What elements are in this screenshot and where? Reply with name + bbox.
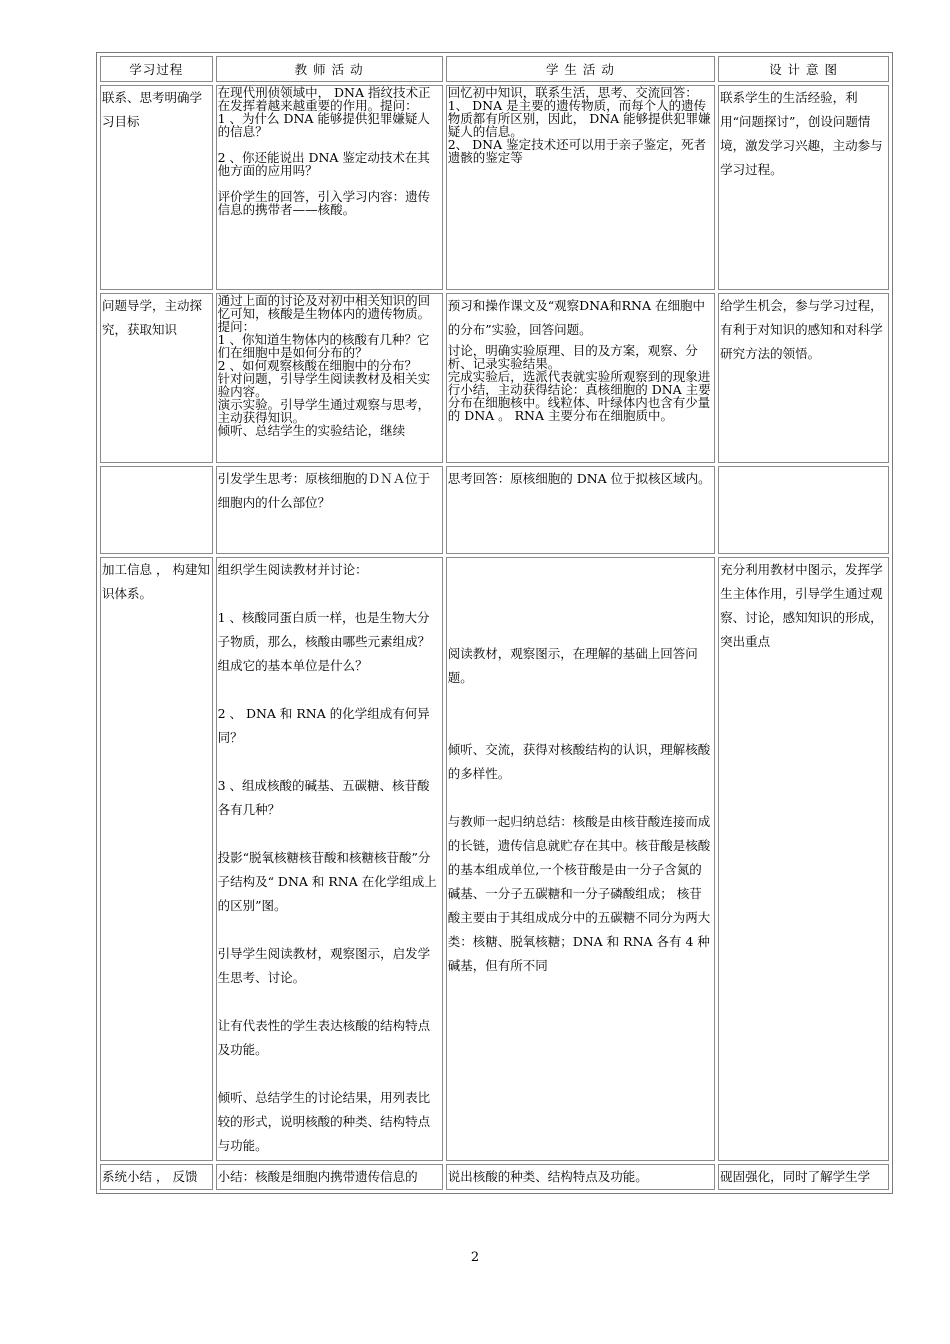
intent-cell: 砚固强化，同时了解学生学 [718,1164,889,1190]
teacher-text: 2 、你还能说出 DNA 鉴定动技术在其他方面的应用吗？ [217,150,430,178]
stage-cell: 加工信息 ， 构建知识体系。 [100,557,213,1161]
lesson-table-grid [97,53,892,1193]
teacher-cell [216,293,443,463]
teacher-text: 评价学生的回答，引入学习内容：遗传信息的携带者——核酸。 [217,189,431,217]
table-row [100,293,889,463]
student-text: 与教师一起归纳总结：核酸是由核苷酸连接而成的长链，遗传信息就贮存在其中。核苷酸是核酸的基本组成单位,一个核苷酸是由一分子含氮的碱基、一分子五碳糖和一分子磷酸组成； 核苷酸主要由于其组成成分中的五碳糖不同分为两大类：核糖、脱氧核糖；DNA 和 RNA 各有 4 种碱基，但有所不同 [447,814,711,973]
teacher-text: 倾听、总结学生的讨论结果，用列表比较的形式，说明核酸的种类、结构特点与功能。 [217,1090,431,1153]
teacher-text: 3 、组成核酸的碱基、五碳糖、核苷酸各有几种？ [217,778,430,817]
header-student: 学 生 活 动 [446,56,715,82]
stage-cell: 问题导学，主动探究，获取知识 [100,293,213,463]
intent-cell [718,466,889,554]
page-number: 2 [470,1250,480,1265]
teacher-text: 1 、核酸同蛋白质一样，也是生物大分子物质，那么，核酸由哪些元素组成？组成它的基本单位是什么？ [217,610,431,673]
student-text: 预习和操作课文及“观察DNA和RNA 在细胞中的分布”实验，回答问题。 [447,298,705,337]
teacher-cell [216,85,443,290]
student-text: 阅读教材，观察图示，在理解的基础上回答问题。 [447,646,698,685]
student-text: 回忆初中知识，联系生活，思考、交流回答： 1、 DNA 是主要的遗传物质，而每个人的遗传物质都有所区别，因此， DNA 能够提供犯罪嫌疑人的信息。 2、 DNA 鉴定技术还可以用于亲子鉴定，死者遗骸的鉴定等 [447,85,711,165]
table-row [100,1164,889,1190]
student-cell: 说出核酸的种类、结构特点及功能。 [446,1164,715,1190]
student-cell: 思考回答：原核细胞的 DNA 位于拟核区域内。 [446,466,715,554]
teacher-text: 在现代刑侦领域中， DNA 指纹技术正在发挥着越来越重要的作用。提问： 1 、为什么 DNA 能够提供犯罪嫌疑人的信息？ [217,85,431,139]
student-text: 倾听、交流，获得对核酸结构的认识，理解核酸的多样性。 [447,742,711,781]
stage-cell: 系统小结 ， 反馈 [100,1164,213,1190]
student-cell [446,85,715,290]
teacher-cell [216,557,443,1161]
teacher-text: 投影“脱氧核糖核苷酸和核糖核苷酸”分子结构及“ DNA 和 RNA 在化学组成上的区别”图。 [217,850,437,913]
student-cell [446,293,715,463]
intent-cell: 充分利用教材中图示，发挥学生主体作用，引导学生通过观察、讨论，感知知识的形成，突出重点 [718,557,889,1161]
teacher-text: 让有代表性的学生表达核酸的结构特点及功能。 [217,1018,431,1057]
teacher-text: 组织学生阅读教材并讨论： [217,562,368,577]
teacher-text: 2 、 DNA 和 RNA 的化学组成有何异同？ [217,706,430,745]
lesson-plan-table [96,52,893,1194]
student-cell [446,557,715,1161]
table-row [100,85,889,290]
header-row [100,56,889,82]
table-row [100,557,889,1161]
header-teacher: 教 师 活 动 [216,56,443,82]
table-row [100,466,889,554]
teacher-text: 引导学生阅读教材，观察图示，启发学生思考、讨论。 [217,946,431,985]
teacher-text: 通过上面的讨论及对初中相关知识的回忆可知，核酸是生物体内的遗传物质。 提问： 1 、你知道生物体内的核酸有几种？它们在细胞中是如何分布的？ 2 、如何观察核酸在细胞中的分布？ 针对问题，引导学生阅读教材及相关实验内容。 演示实验。引导学生通过观察与思考，主动获得知识。 倾听、总结学生的实验结论，继续 [217,293,431,438]
student-text: 讨论，明确实验原理、目的及方案，观察、分析、记录实验结果。 完成实验后，选派代表就实验所观察到的现象进行小结，主动获得结论：真核细胞的 DNA 主要分布在细胞核中。线粒体、叶绿体内也含有少量的 DNA 。 RNA 主要分布在细胞质中。 [447,343,711,423]
header-intent: 设 计 意 图 [718,56,889,82]
intent-cell: 联系学生的生活经验，利用“问题探讨”，创设问题情境，激发学习兴趣，主动参与学习过程。 [718,85,889,290]
header-stage: 学习过程 [100,56,213,82]
stage-cell [100,466,213,554]
teacher-cell: 小结：核酸是细胞内携带遗传信息的 [216,1164,443,1190]
teacher-cell: 引发学生思考：原核细胞的ＤＮＡ位于细胞内的什么部位？ [216,466,443,554]
stage-cell: 联系、思考明确学习目标 [100,85,213,290]
intent-cell: 给学生机会，参与学习过程，有利于对知识的感知和对科学研究方法的领悟。 [718,293,889,463]
